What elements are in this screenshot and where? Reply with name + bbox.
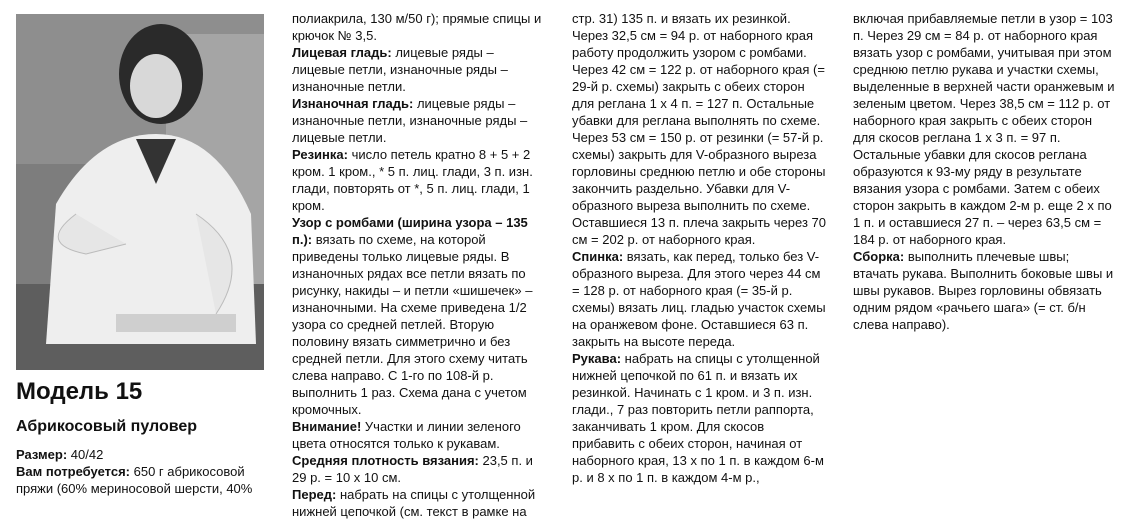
paragraph <box>292 486 548 520</box>
paragraph-text: включая прибавляемые петли в узор = 103 п. Через 29 см = 84 р. от наборного края вязать узор с ромбами, учитывая при этом среднюю петлю рукава и участки схемы, выделенные в верхней части оранжевым и зеленым цветом. Через 38,5 см = 112 р. от наборного края закрыть с обеих сторон для скосов реглана 1 х 3 п. = 97 п. Остальные убавки для скосов реглана образуются к 93-му ряду в результате вязания узора с ромбами. Затем с обеих сторон закрыть в каждом 2-м р. еще 2 х по 1 п. и оставшиеся 27 п. – через 63,5 см = 184 р. от наборного края. <box>853 11 1115 247</box>
model-title: Модель 15 <box>16 378 143 405</box>
paragraph <box>292 146 548 214</box>
text-column-1 <box>292 10 548 520</box>
paragraph <box>292 214 548 418</box>
paragraph <box>292 44 548 95</box>
model-subtitle: Абрикосовый пуловер <box>16 418 198 435</box>
size-label: Размер: <box>16 447 68 462</box>
paragraph <box>572 10 830 248</box>
paragraph-text: Участки и линии зеленого цвета относятся только к рукавам. <box>292 419 521 451</box>
materials-line <box>16 463 274 497</box>
paragraph-heading: Сборка: <box>853 249 905 264</box>
paragraph-text: набрать на спицы с утолщенной нижней цепочкой по 61 п. и вязать их резинкой. Начинать с 1 кром. и 3 п. изн. глади., 7 раз повторить петли раппорта, заканчивать 1 кром. Для скосов прибавить с обеих сторон, начиная от наборного края, 13 х по 1 п. в каждом 6-м р. и 8 х по 1 п. в каждом 4-м р., <box>572 351 824 485</box>
paragraph-text: стр. 31) 135 п. и вязать их резинкой. Через 32,5 см = 94 р. от наборного края работу продолжить узором с ромбами. Через 42 см = 122 р. от наборного края (= 29-й р. схемы) закрыть с обеих сторон для реглана 1 х 4 п. = 127 п. Остальные убавки для реглана выполнять по схеме. Через 53 см = 150 р. от резинки (= 57-й р. схемы) закрыть для V-образного выреза горловины среднюю петлю и обе стороны закончить раздельно. Убавки для V-образного выреза выполнить по схеме. Оставшиеся 13 п. плеча закрыть через 70 см = 202 р. от наборного края. <box>572 11 827 247</box>
paragraph-heading: Перед: <box>292 487 337 502</box>
paragraph <box>292 418 548 452</box>
paragraph <box>292 452 548 486</box>
text-column-2 <box>572 10 830 486</box>
materials-value: 650 г абрикосовой пряжи (60% мериносовой шерсти, 40% <box>16 464 253 496</box>
paragraph-text: число петель кратно 8 + 5 + 2 кром. 1 кром., * 5 п. лиц. глади, 3 п. изн. глади, повторять от *, 5 п. лиц. глади, 1 кром. <box>292 147 533 213</box>
paragraph-heading: Узор с ромбами (ширина узора – 135 п.): <box>292 215 528 247</box>
paragraph-heading: Резинка: <box>292 147 348 162</box>
model-photo <box>16 14 264 370</box>
paragraph-text: 23,5 п. и 29 р. = 10 х 10 см. <box>292 453 533 485</box>
paragraph-text: лицевые ряды – лицевые петли, изнаночные ряды – изнаночные петли. <box>292 45 508 94</box>
paragraph <box>572 350 830 486</box>
materials-label: Вам потребуется: <box>16 464 130 479</box>
paragraph-text: полиакрила, 130 м/50 г); прямые спицы и крючок № 3,5. <box>292 11 542 43</box>
paragraph-text: лицевые ряды – изнаночные петли, изнаночные ряды – лицевые петли. <box>292 96 528 145</box>
paragraph-heading: Спинка: <box>572 249 624 264</box>
paragraph <box>853 10 1115 248</box>
paragraph-heading: Изнаночная гладь: <box>292 96 414 111</box>
size-line <box>16 446 274 463</box>
model-info <box>16 378 274 497</box>
paragraph-text: выполнить плечевые швы; втачать рукава. Выполнить боковые швы и швы рукавов. Вырез горловины обвязать одним рядом «рачьего шага» (= ст. б/н слева направо). <box>853 249 1114 332</box>
paragraph <box>572 248 830 350</box>
text-column-3 <box>853 10 1115 333</box>
paragraph <box>853 248 1115 333</box>
paragraph-text: набрать на спицы с утолщенной нижней цепочкой (см. текст в рамке на <box>292 487 536 519</box>
paragraph <box>292 95 548 146</box>
paragraph-heading: Лицевая гладь: <box>292 45 392 60</box>
paragraph-text: вязать по схеме, на которой приведены только лицевые ряды. В изнаночных рядах все петли вязать по рисунку, накиды – и петли «шишечек» – изнаночными. На схеме приведена 1/2 узора со средней петлей. Вторую половину вязать симметрично и без средней петли. Для этого схему читать слева направо. С 1-го по 108-й р. выполнить 1 раз. Схема дана с учетом кромочных. <box>292 232 533 417</box>
paragraph-heading: Внимание! <box>292 419 362 434</box>
paragraph-heading: Рукава: <box>572 351 622 366</box>
paragraph-text: вязать, как перед, только без V-образного выреза. Для этого через 44 см = 128 р. от наборного края (= 35-й р. схемы) вязать лиц. гладью участок схемы на оранжевом фоне. Оставшиеся 63 п. закрыть на высоте переда. <box>572 249 826 349</box>
paragraph-heading: Средняя плотность вязания: <box>292 453 479 468</box>
photo-illustration <box>16 14 264 370</box>
paragraph <box>292 10 548 44</box>
size-value: 40/42 <box>67 447 104 462</box>
